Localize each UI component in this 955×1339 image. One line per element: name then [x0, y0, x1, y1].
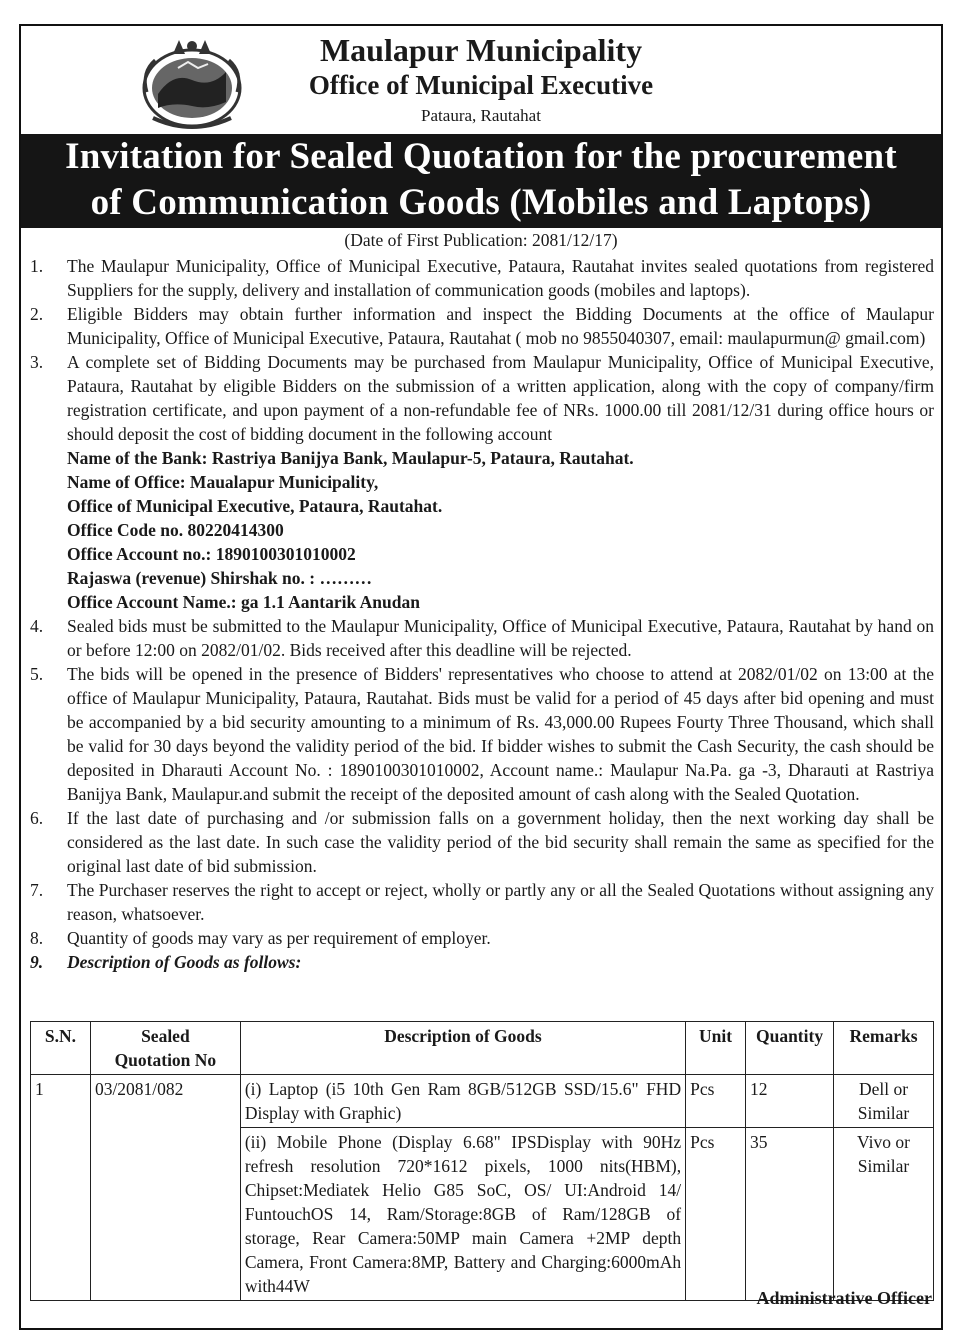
cell-quotation-no: 03/2081/082: [90, 1075, 240, 1128]
clause-3: [30, 350, 934, 614]
banner-line-1: Invitation for Sealed Quotation for the procurement: [65, 136, 897, 177]
table-row: [31, 1128, 934, 1301]
clause-9: [30, 950, 934, 974]
clause-text: If the last date of purchasing and /or submission falls on a government holiday, then the next working day shall be considered as the last date. In such case the validity period of the bid security shall remain the same as specified for the original last date of bid submission.: [67, 808, 934, 876]
remarks-line1: Dell or: [858, 1079, 909, 1099]
col-header-quantity: Quantity: [746, 1022, 834, 1075]
col-header-quotation-line1: Sealed: [141, 1026, 190, 1046]
clause-text: Description of Goods as follows:: [67, 952, 302, 972]
office-name: Office of Municipal Executive: [308, 70, 654, 100]
remarks-line1: Vivo or: [857, 1132, 910, 1152]
municipality-name: Maulapur Municipality: [319, 32, 643, 68]
clause-number: 1.: [30, 256, 44, 276]
office-code: Office Code no. 80220414300: [67, 520, 284, 540]
col-header-unit: Unit: [686, 1022, 746, 1075]
clause-1: [30, 254, 934, 302]
office-account-number: Office Account no.: 1890100301010002: [67, 544, 356, 564]
remarks-line2: Similar: [857, 1156, 910, 1176]
clause-text: A complete set of Bidding Documents may be purchased from Maulapur Municipality, Office of Municipal Executive, Pataura, Rautahat by eligible Bidders on the submission of a written application, along with the copy of company/firm registration certificate, and upon payment of a non-refundable fee of NRs. 1000.00 till 2081/12/31 during office hours or should deposit the cost of bidding document in the following account: [67, 352, 934, 444]
banner-line-2: of Communication Goods (Mobiles and Laptops): [90, 182, 872, 223]
notice-title-banner: [21, 134, 941, 228]
publication-date: (Date of First Publication: 2081/12/17): [344, 230, 618, 250]
table-row: [31, 1075, 934, 1128]
cell-remarks: [834, 1075, 934, 1128]
clause-number: 7.: [30, 880, 44, 900]
cell-quotation-no: [90, 1128, 240, 1301]
goods-table: [30, 1021, 934, 1301]
cell-sn: 1: [31, 1075, 91, 1128]
clause-2: [30, 302, 934, 350]
clause-text: The Maulapur Municipality, Office of Municipal Executive, Pataura, Rautahat invites sealed quotations from registered Suppliers for the supply, delivery and installation of communication goods (mobiles and laptops).: [67, 256, 934, 300]
clause-4: [30, 614, 934, 662]
col-header-description: Description of Goods: [240, 1022, 685, 1075]
col-header-quotation-line2: Quotation No: [114, 1050, 217, 1070]
clause-6: [30, 806, 934, 878]
cell-unit: Pcs: [686, 1128, 746, 1301]
office-executive-detail: Office of Municipal Executive, Pataura, Rautahat.: [67, 496, 443, 516]
clause-number: 6.: [30, 808, 44, 828]
clause-text: Quantity of goods may vary as per requirement of employer.: [67, 928, 491, 948]
cell-quantity: 35: [746, 1128, 834, 1301]
cell-description: (i) Laptop (i5 10th Gen Ram 8GB/512GB SSD/15.6" FHD Display with Graphic): [240, 1075, 685, 1128]
table-header-row: [31, 1022, 934, 1075]
office-address: Pataura, Rautahat: [421, 106, 541, 125]
clause-7: [30, 878, 934, 926]
clause-number: 5.: [30, 664, 44, 684]
col-header-sn: S.N.: [31, 1022, 91, 1075]
clause-number: 9.: [30, 952, 44, 972]
cell-quantity: 12: [746, 1075, 834, 1128]
office-name-detail: Name of Office: Maualapur Municipality,: [67, 472, 379, 492]
signatory-title: Administrative Officer: [756, 1288, 932, 1308]
clause-8: [30, 926, 934, 950]
clause-5: [30, 662, 934, 806]
clause-number: 3.: [30, 352, 44, 372]
cell-description: (ii) Mobile Phone (Display 6.68" IPSDisplay with 90Hz refresh resolution 720*1612 pixels, 1000 nits(HBM), Chipset:Mediatek Helio G85 SoC, OS/ UI:Android 14/ FuntouchOS 14, Ram/Storage:8GB of Ram/128GB of storage, Rear Camera:50MP main Camera +2MP depth Camera, Front Camera:8MP, Battery and Charging:6000mAh with44W: [240, 1128, 685, 1301]
office-account-name: Office Account Name.: ga 1.1 Aantarik Anudan: [67, 592, 420, 612]
revenue-heading: Rajaswa (revenue) Shirshak no. : ………: [67, 568, 372, 588]
notice-body: [30, 254, 934, 974]
clause-number: 8.: [30, 928, 44, 948]
notice-header: [21, 26, 941, 136]
cell-unit: Pcs: [686, 1075, 746, 1128]
clause-number: 2.: [30, 304, 44, 324]
col-header-remarks: Remarks: [834, 1022, 934, 1075]
cell-sn: [31, 1128, 91, 1301]
col-header-quotation-no: [90, 1022, 240, 1075]
bank-name: Name of the Bank: Rastriya Banijya Bank, Maulapur-5, Pataura, Rautahat.: [67, 448, 634, 468]
cell-remarks: [834, 1128, 934, 1301]
clause-text: The bids will be opened in the presence of Bidders' representatives who choose to attend at 2082/01/02 on 13:00 at the office of Maulapur Municipality, Pataura, Rautahat. Bids must be valid for a period of 45 days after bid opening and must be accompanied by a bid security amounting to a minimum of Rs. 43,000.00 Rupees Fourty Three Thousand, which shall be valid for 30 days beyond the validity period of the bid. If bidder wishes to submit the Cash Security, the cash should be deposited in Dharauti Account No. : 1890100301010002, Account name.: Maulapur Na.Pa. ga -3, Dharauti at Rastriya Banijya Bank, Maulapur.and submit the receipt of the deposited amount of cash along with the Sealed Quotation.: [67, 664, 934, 804]
clause-text: The Purchaser reserves the right to accept or reject, wholly or partly any or all the Sealed Quotations without assigning any reason, whatsoever.: [67, 880, 934, 924]
clause-number: 4.: [30, 616, 44, 636]
clause-text: Sealed bids must be submitted to the Maulapur Municipality, Office of Municipal Executive, Pataura, Rautahat by hand on or before 12:00 on 2082/01/02. Bids received after this deadline will be rejected.: [67, 616, 934, 660]
notice-frame: [19, 24, 943, 1330]
clause-text: Eligible Bidders may obtain further information and inspect the Bidding Documents at the office of Maulapur Municipality, Office of Municipal Executive, Pataura, Rautahat ( mob no 9855040307, email: maulapurmun@ gmail.com): [67, 304, 934, 348]
remarks-line2: Similar: [857, 1103, 910, 1123]
